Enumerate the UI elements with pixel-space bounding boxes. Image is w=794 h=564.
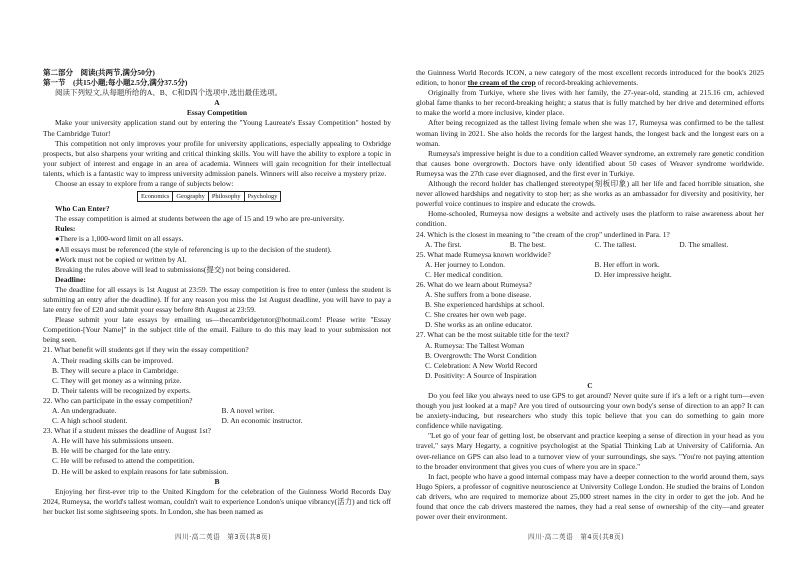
- option: A. Her journey to London.: [425, 259, 505, 269]
- option-row: [43, 416, 391, 426]
- passage-c-letter: C: [587, 380, 593, 390]
- instruction: 阅读下列短文,从每题所给的A、B、C和D四个选项中,选出最佳选项。: [55, 88, 283, 98]
- subject-cell: Economics: [138, 192, 173, 202]
- passage-b-paragraph: Although the record holder has challenged stereotype(刻板印象) all her life and faced horrible situation, she never allowed hardships and negativity to stop her; as she works as an ambassador for diversity and positivity, her powerful voice continues to inspire and educate the crowds.: [416, 179, 764, 209]
- passage-b-paragraph: After being recognized as the tallest living female when she was 17, Rumeysa was confirmed to be the tallest woman living in 2021. She also holds the records for the largest hands, the longest back and the longest ears on a woman.: [416, 118, 764, 148]
- question-22: 22. Who can participate in the essay competition?: [43, 395, 193, 405]
- option: D. An economic instructor.: [221, 416, 303, 426]
- option: B. The best.: [509, 239, 546, 249]
- left-column: [43, 68, 391, 517]
- submit-text: Please submit your late essays by emailing us—thecambridgetutor@hotmail.com! Please write "Essay Competition-[Your Name]" in the subject title of the email. Failure to do this may lead to your submission not being seen.: [43, 315, 391, 345]
- passage-a-title: Essay Competition: [186, 108, 248, 118]
- subject-cell: Geography: [173, 192, 208, 202]
- option: B. They will secure a place in Cambridge.: [52, 365, 179, 375]
- option-row: [416, 270, 764, 280]
- option: C. He will be refused to attend the competition.: [52, 456, 195, 466]
- option: D. Her impressive height.: [594, 269, 672, 279]
- option: C. The tallest.: [594, 239, 637, 249]
- text-span: of record-breaking achievements.: [535, 78, 639, 88]
- option: D. He will be asked to explain reasons for late submission.: [52, 466, 229, 476]
- rule-item: ●There is a 1,000-word limit on all essays.: [55, 234, 184, 244]
- option: A. An undergraduate.: [52, 406, 117, 415]
- option: B. He will be charged for the late entry.: [52, 446, 171, 456]
- part-title: 第二部分 阅读(共两节,满分50分): [43, 68, 155, 77]
- deadline-text: The deadline for all essays is 1st August at 23:59. The essay competition is free to enter (unless the student is submitting an entry after the deadline). If for any reason you miss the 1st August deadline, you will have to pay a late entry fee of £20 and submit your essay before 8th August at 23:59.: [43, 284, 391, 315]
- page-footer-right: 四川·高二英语 第4页(共8页): [528, 533, 625, 541]
- option: D. The smallest.: [679, 239, 729, 249]
- rule-note: Breaking the rules above will lead to submissions(提交) not being considered.: [55, 264, 291, 274]
- passage-b-paragraph: Rumeysa's impressive height is due to a condition called Weaver syndrome, an extremely rare genetic condition that causes bone overgrowth. Doctors have only identified about 50 cases of Weaver syndrome worldwide. Rumeysa was the 27th case ever diagnosed, and the first ever in Turkiye.: [416, 148, 764, 178]
- passage-c-paragraph: "Let go of your fear of getting lost, be observant and practice keeping a sense of direction in your head as you travel," says Mary Hegarty, a cognitive psychologist at the Spatial Thinking Lab at University of California. An over-reliance on GPS can also lead to a turnover view of your surroundings, she says. "You're not paying attention to the broader environment that gives you cues of where you are in space.": [416, 431, 764, 471]
- option: D. Positivity: A Source of Inspiration: [425, 370, 537, 380]
- passage-b-letter: B: [214, 476, 220, 486]
- section-title: 第一节 (共15小题;每小题2.5分,满分37.5分): [43, 78, 188, 88]
- rule-item: ●All essays must be referenced (the style of referencing is up to the decision of the student).: [55, 244, 332, 254]
- option: C. Her medical condition.: [425, 269, 503, 279]
- passage-a-paragraph: Choose an essay to explore from a range of subjects below:: [55, 179, 234, 189]
- option-row: [43, 406, 391, 416]
- option: B. A novel writer.: [221, 406, 275, 415]
- option-row: [416, 240, 764, 250]
- question-23: 23. What if a student misses the deadline of August 1st?: [43, 426, 211, 436]
- passage-a-paragraph: This competition not only improves your profile for university applications, especially appealing to Oxbridge prospects, but also sharpens your writing and critical thinking skills. You will have the ability to explore a topic in your subject of interest and engage in an area of academia. Winners will gain recognition for their intellectual talents, which is a fantastic way to impress university admission panels. Winners will also receive a mystery prize.: [43, 138, 391, 178]
- question-25: 25. What made Rumeysa known worldwide?: [416, 249, 551, 259]
- passage-c-paragraph: Do you feel like you always need to use GPS to get around? Never quite sure if it's a left or a right turn—even though you just looked at a map? Are you tired of outsourcing your own body's sense of direction to an app? It can be anxiety-inducing, but researchers who study this topic believe that you can do something to gain more confidence while navigating.: [416, 391, 764, 431]
- who-text: The essay competition is aimed at students between the age of 15 and 19 who are pre-university.: [55, 214, 345, 224]
- option-row: [416, 260, 764, 270]
- question-24: 24. Which is the closest in meaning to "the cream of the crop" underlined in Para. 1?: [416, 229, 670, 239]
- option: A. She suffers from a bone disease.: [425, 290, 532, 300]
- option: A. The first.: [425, 239, 462, 249]
- subject-cell: Psychology: [244, 192, 281, 202]
- text-span: the Guinness World Records ICON, a new category of the most excellent records introduced for the book's 2025 edition, to honor: [416, 68, 764, 88]
- passage-c-paragraph: In fact, people who have a good internal compass may have a deeper connection to the world around them, says Hugo Spiers, a professor of cognitive neuroscience at University College London. He studied the brains of London cab drivers, who are required to memorize about 25,000 street names in the city in order to get the job. And he found that once the cab drivers mastered the names, they had a real sense of ownership of the city—and greater power over their environment.: [416, 471, 764, 522]
- option: C. Celebration: A New World Record: [425, 360, 538, 370]
- subjects-table: [137, 191, 281, 202]
- option: D. Their talents will be recognized by experts.: [52, 385, 191, 395]
- option: A. He will have his submissions unseen.: [52, 436, 174, 446]
- question-26: 26. What do we learn about Rumeysa?: [416, 279, 532, 289]
- passage-b-paragraph: Home-schooled, Rumeysa now designs a website and actively uses the platform to raise awareness about her condition.: [416, 209, 764, 229]
- passage-b-paragraph: Enjoying her first-ever trip to the United Kingdom for the celebration of the Guinness World Records Day 2024, Rumeysa, the world's tallest woman, couldn't wait to experience London's unique vibrancy(活力) and tick off her bucket list some sightseeing spots. In London, she has been named as: [43, 486, 391, 516]
- right-column: [416, 68, 764, 522]
- passage-a-letter: A: [214, 98, 220, 108]
- question-21: 21. What benefit will students get if they win the essay competition?: [43, 345, 249, 355]
- option: B. She experienced hardships at school.: [425, 300, 545, 310]
- page-footer-left: 四川·高二英语 第3页(共8页): [175, 533, 272, 541]
- passage-b-paragraph: Originally from Turkiye, where she lives with her family, the 27-year-old, standing at 215.16 cm, achieved global fame thanks to her record-breaking height; a status that is fully matched by her drive and determined efforts to make the world a more inclusive, kinder place.: [416, 88, 764, 118]
- rule-item: ●Work must not be copied or written by AI.: [55, 254, 187, 264]
- option: C. They will get money as a winning prize.: [52, 375, 182, 385]
- underlined-phrase: the cream of the crop: [467, 78, 536, 88]
- option: C. A high school student.: [52, 416, 128, 426]
- option: C. She creates her own web page.: [425, 310, 527, 320]
- option: A. Rumeysa: The Tallest Woman: [425, 340, 525, 350]
- option: D. She works as an online educator.: [425, 320, 533, 330]
- deadline-heading: Deadline:: [55, 274, 86, 284]
- question-27: 27. What can be the most suitable title for the text?: [416, 330, 569, 340]
- option: A. Their reading skills can be improved.: [52, 355, 174, 365]
- who-heading: Who Can Enter?: [55, 204, 110, 214]
- option: B. Overgrowth: The Worst Condition: [425, 350, 537, 360]
- passage-a-paragraph: Make your university application stand out by entering the "Young Laureate's Essay Competition" hosted by The Cambridge Tutor!: [43, 118, 391, 138]
- passage-b-continued: [416, 68, 764, 88]
- option: B. Her effort in work.: [594, 259, 660, 269]
- subject-cell: Philosophy: [208, 192, 244, 202]
- rules-heading: Rules:: [55, 224, 76, 234]
